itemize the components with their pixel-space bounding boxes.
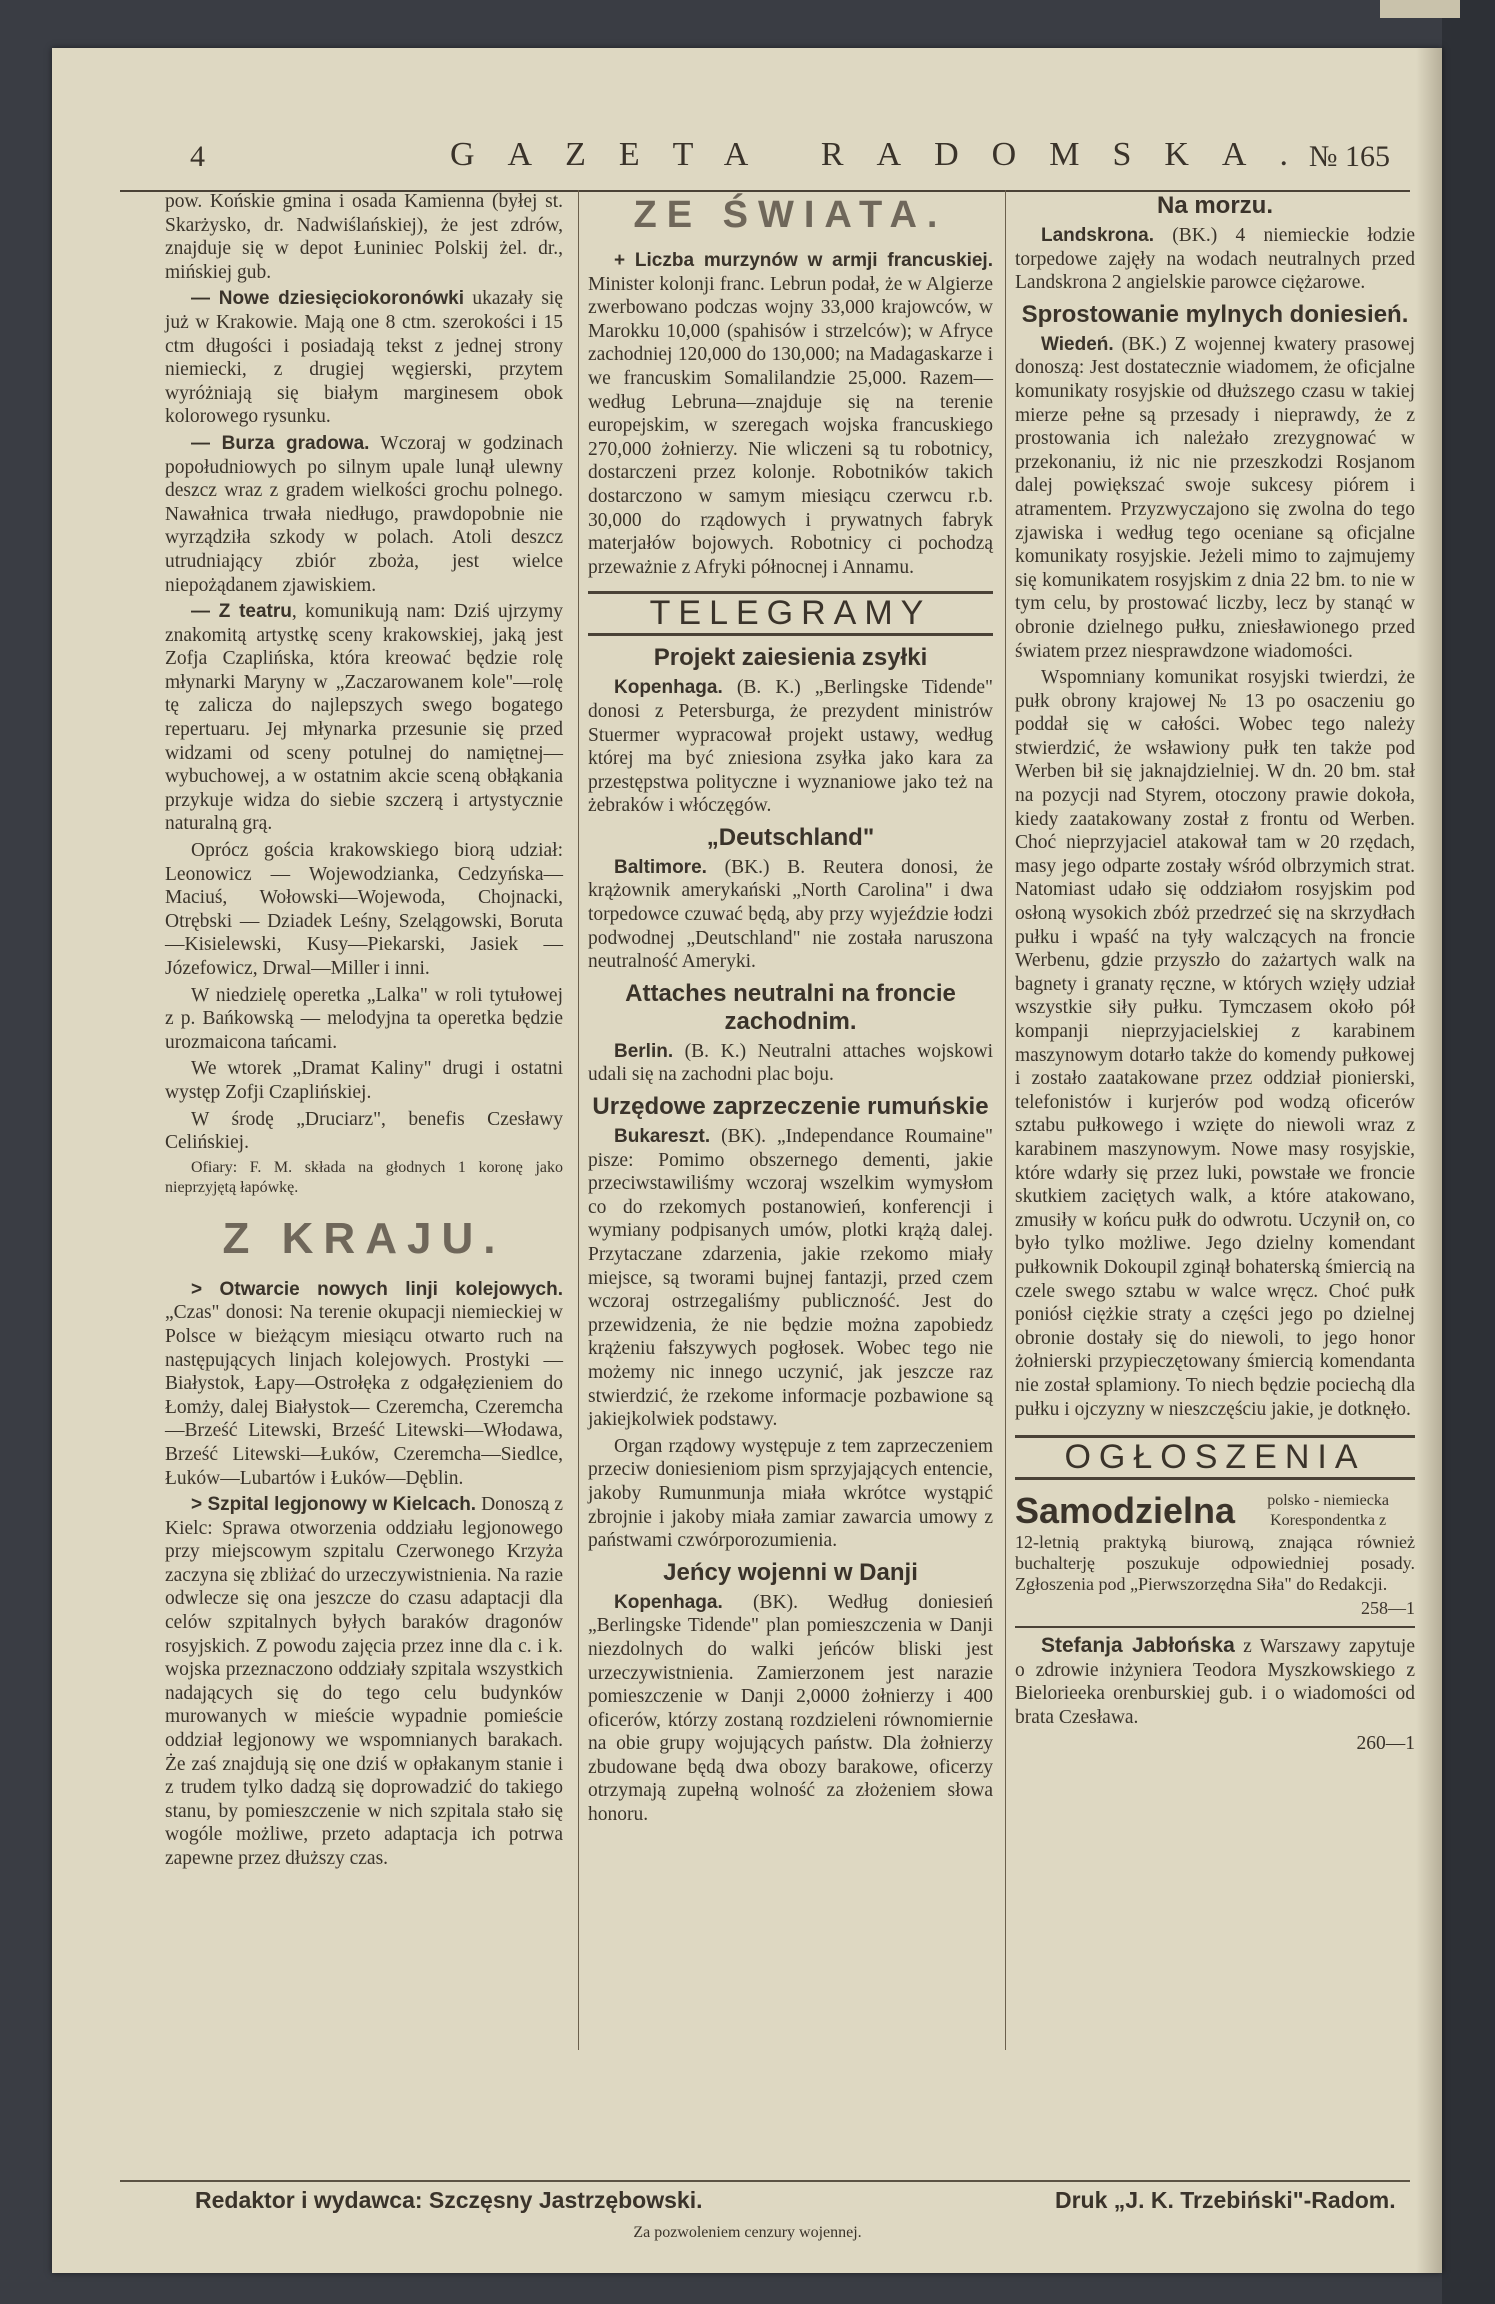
telegram-body: (BK.) B. Reutera donosi, że krążownik amerykański „North Carolina" i dwa torpedowce czuwać będą, aby przy wyjeździe łodzi podwodnej „Deutschland" nie została naruszona neutralność Ameryki. (588, 856, 993, 973)
issue-number: № 165 (1308, 140, 1390, 173)
news-body: ukazały się już w Krakowie. Mają one 8 ctm. szerokości i 15 ctm długości i posiadają tekst z jednej strony niemiecki, z drugiej węgierski, przytem wyróżniają się białym marginesem obok kolorowego rysunku. (165, 288, 564, 428)
telegram-item (588, 1040, 993, 1087)
news-item (165, 432, 563, 597)
telegram-body: (BK.) Z wojennej kwatery prasowej donoszą: Jest dostatecznie wiadomem, że oficjalne komunikaty rosyjskie od dłuższego czasu w takiej mierze pełne są przesady i nieprawdy, że z prostowania ich należało zrezygnować w przekonaniu, iż nic nie przeszkodzi Rosjanom dalej powiększać swoje sukcesy piórem i atramentem. Przyzwyczajono się zwolna do tego zjawiska i według tego oceniane są oficjalne komunikaty rosyjskie. Jeżeli mimo to zajmujemy się komunikatem rosyjskim z dnia 22 bm. to nie w tym celu, by prostować liczby, lecz by stanąć w obronie dzielnego pułku, zniesławionego przed światem przez niesprawdzone wiadomości. (1015, 333, 1415, 662)
article-headline: Sprostowanie mylnych doniesień. (1021, 300, 1409, 328)
telegram-item (1015, 224, 1415, 295)
telegram-dateline: Kopenhaga. (614, 1591, 723, 1613)
article-headline: Na morzu. (1156, 192, 1273, 219)
telegram-body: (BK). Według doniesień „Berlingske Tidende" plan pomieszczenia w Danji niezdolnych do walki jeńców bliski jest urzeczywistnienia. Zamierzonem jest narazie pomieszczenie w Danji 2,0000 żołnierzy i 400 oficerów, którzy zostaną rozdzieleni równomiernie na obie grupy wojujących państw. Dla żołnierzy zbudowane będą dwa obozy barakowe, oficerzy otrzymają zupełną wolność za złożeniem słowa honoru. (588, 1591, 993, 1826)
section-heading-ogloszenia: OGŁOSZENIA (1015, 1435, 1415, 1480)
telegram-headline: „Deutschland" (706, 823, 875, 851)
ad-code: 260—1 (1356, 1733, 1415, 1755)
telegram-dateline: Landskrona. (1041, 225, 1154, 246)
scan-background (1442, 0, 1495, 2304)
news-body: , komunikują nam: Dziś ujrzymy znakomitą artystkę sceny krakowskiej, jaką jest Zofja Czaplińska, która kreować będzie rolę młynarki Maryny w „Zaczarowanem kole"—rolę tę zalicza do najlepszych swego bogatego repertuaru. Jej młynarka przesunie się przed widzami od sceny potulnej do namiętnej—wybuchowej, a w ostatnim akcie sceną obłąkania przykuje widza do siebie szczerą i artystycznie naturalną grą. (165, 601, 563, 835)
news-keyword: — Z teatru (191, 601, 292, 623)
advertisement (1015, 1490, 1415, 1628)
ad-text: 12-letnią praktyką biurową, znająca również buchalterję poszukuje odpowiedniej posady. Zgłoszenia pod „Pierwszorzędna Siła" do Redakcji. (1015, 1532, 1415, 1595)
article-text: We wtorek „Dramat Kaliny" drugi i ostatni występ Zofji Czaplińskiej. (165, 1058, 563, 1103)
page-number: 4 (190, 140, 205, 173)
news-item (165, 287, 563, 429)
telegram-item (588, 1591, 993, 1827)
printer-credit: Druk „J. K. Trzebiński"-Radom. (1055, 2187, 1396, 2213)
news-item (165, 1493, 563, 1871)
telegram-item (588, 856, 993, 974)
section-heading-z-kraju: Z KRAJU. (222, 1213, 506, 1263)
news-body: „Czas" donosi: Na terenie okupacji niemieckiej w Polsce w bieżącym miesiącu otwarto ruch na następujących linjach kolejowych. Prostyki — Białystok, Łapy—Ostrołęka z odgałęzieniem do Łomży, dalej Białystok— Czeremcha, Czeremcha—Brześć Litewski, Brześć Litewski—Włodawa, Brześć Litewski—Łuków, Czeremcha—Siedlce, Łuków—Lubartów i Łuków—Dęblin. (165, 1302, 563, 1489)
news-keyword: > Otwarcie nowych linji kolejowych. (191, 1278, 563, 1300)
news-body: Donoszą z Kielc: Sprawa otworzenia oddziału legjonowego przy miejscowym szpitalu Czerwonego Krzyża zaczyna się zbliżać do urzeczywistnienia. Na razie odwlecze się ona jeszcze do czasu adaptacji dla celów szpitalnych byłych baraków dragonów rosyjskich. Z powodu zajęcia przez inne dla c. i k. wojska przeznaczono oddziały szpitala wszystkich nadających się do tego celu budynków murowanych w mieście wypadnie pomieście oddział legjonowy we wspomnianych barakach. Że zaś znajdują się one dziś w opłakanym stanie i z trudem tylko dadzą się doprowadzić do takiego stanu, by pomieszczenie w nich szpitala stało się wogóle możliwe, przeto adaptacja ich potrwa zapewne przez dłuższy czas. (165, 1494, 564, 1869)
paper-strip (1380, 0, 1460, 18)
telegram-headline: Jeńcy wojenni w Danji (663, 1558, 918, 1586)
telegram-dateline: Baltimore. (614, 856, 707, 878)
column-rule (1005, 190, 1006, 2050)
telegram-item (1015, 333, 1415, 663)
article-text: W niedzielę operetka „Lalka" w roli tytułowej z p. Bańkowską — melodyjna ta operetka będzie urozmaicona tańcami. (165, 984, 563, 1053)
ad-text-block (1015, 1634, 1415, 1729)
column-rule (578, 190, 579, 2050)
article-text: Wspomniany komunikat rosyjski twierdzi, że pułk obrony krajowej № 13 po osaczeniu go poddał się w całości. Wobec tego należy stwierdzić, że wsławiony pułk ten także pod Werben bił się jaknajdzielniej. W dn. 20 bm. stał na pozycji nad Styrem, otoczony prawie dokoła, kiedy zaatakowany został z frontu od Werben. Choć nieprzyjaciel atakował tam w 20 rzędach, masy jego odparte zostały wśród olbrzymich strat. Natomiast udało się oddziałom rosyjskim pod osłoną wysokich zbóż przedrzeć się na skrzydłach pułku i wpaść na tyły walczących na froncie Werbenu, gdzie przyszło do zażartych walk na bagnety i granaty ręczne, w których wzięły udział wszystkie siły pułku. Tymczasem około pół kompanji nieprzyjacielskiej z karabinem maszynowym dotarło także do komendy pułkowej i zostało zaatakowane przez oddział pionierski, telefonistów i kurjerów pod wodzą oficerów sztabu pułkowego i wzięte do niewoli wraz z karabinem maszynowym. Nowe masy rosyjskie, które wdarły się przez luki, powstałe we froncie skutkiem zaciętych walk, a które atakowano, zmusiły w końcu pułk do odwrotu. Uczynił on, co było tylko możliwe. Jego dzielny komendant pułkownik Dokoupil zginął bohaterską śmiercią na czele swego sztabu w walce wręcz. Choć pułk poniósł ciężkie straty a części jego po dzielnej obronie dostały się do niewoli, to jego honor żołnierski przypieczętowany śmiercią komendanta nie został splamiony. To niech będzie pociechą dla pułku i ojczyzny w nieszczęściu jakie, je dotknęło. (1015, 667, 1415, 1420)
telegram-dateline: Wiedeń. (1041, 333, 1114, 355)
article-text: pow. Końskie gmina i osada Kamienna (byłej st. Skarżysko, dr. Nadwiślańskiej), że jest zdrów, znajduje się w depot Łuniniec Polskij żel. dr., mińskiej gub. (165, 191, 563, 283)
column-right (1015, 190, 1415, 1759)
ad-subtitle: polsko - niemiecka Korespondentka z (1267, 1492, 1389, 1530)
telegram-body: (B. K.) Neutralni attaches wojskowi udali się na zachodni plac boju. (588, 1040, 993, 1086)
editor-credit: Redaktor i wydawca: Szczęsny Jastrzębowski. (195, 2187, 703, 2213)
telegram-headline: Urzędowe zaprzeczenie rumuńskie (592, 1093, 989, 1121)
telegram-item (588, 1125, 993, 1432)
article-text: Oprócz gościa krakowskiego biorą udział: Leonowicz — Wojewodzianka, Cedzyńska—Maciuś, Wołowski—Wojewoda, Chojnacki, Otrębski — Dziadek Leśny, Szelągowski, Boruta—Kisielewski, Kusy—Piekarski, Jasiek — Józefowicz, Drwal—Miller i inni. (165, 840, 563, 979)
donation-note: Ofiary: F. M. składa na głodnych 1 koronę jako nieprzyjętą łapówkę. (165, 1158, 563, 1196)
advertisement (1015, 1628, 1415, 1756)
news-keyword: — Nowe dziesięciokoronówki (191, 288, 465, 310)
news-keyword: — Burza gradowa. (191, 432, 370, 454)
ad-name: Stefanja Jabłońska (1041, 1634, 1235, 1658)
section-heading-telegramy: TELEGRAMY (588, 591, 993, 636)
newspaper-title: GAZETA RADOMSKA. (450, 136, 1321, 173)
ad-headline: Samodzielna (1015, 1490, 1236, 1532)
telegram-item (588, 676, 993, 818)
column-middle (588, 190, 993, 1830)
telegram-dateline: Berlin. (614, 1040, 674, 1062)
telegram-body: (BK.) 4 niemieckie łodzie torpedowe zajęły na wodach neutralnych przed Landskrona 2 angielskie parowce ciężarowe. (1015, 225, 1415, 294)
news-body: Minister kolonji franc. Lebrun podał, że w Algierze zwerbowano podczas wojny 33,000 krajowców, w Marokku 10,000 (spahisów i strzelców); w Afryce zachodniej 120,000 do 130,000; na Madagaskarze i we francuskim Somalilandzie 25,000. Razem—według Lebruna—znajduje się na terenie europejskim, w szeregach wojska francuskiego 270,000 żołnierzy. Nie wliczeni są tu robotnicy, dostarczeni przez kolonje. Robotników takich dostarczono w samym miesiącu czerwcu r.b. 30,000 do rządowych i prywatnych fabryk materjałów bojowych. Robotnicy ci pochodzą przeważnie z Afryki północnej i Annamu. (588, 273, 993, 578)
page-header (120, 130, 1410, 192)
telegram-headline: Projekt zaiesienia zsyłki (653, 644, 928, 672)
news-item (165, 1278, 563, 1490)
news-item (165, 600, 563, 836)
censorship-note: Za pozwoleniem cenzury wojennej. (633, 2224, 862, 2241)
ad-code: 258—1 (1361, 1598, 1415, 1619)
news-keyword: + Liczba murzynów w armji francuskiej. (614, 250, 993, 271)
article-text: Organ rządowy występuje z tem zaprzeczeniem przeciw doniesieniom pism sprzyjających entencie, jakoby Rumunmunja miała wkrótce wystąpić zbrojnie i jakoby miała zamiar zawarcia umowy z państwami czwórporozumienia. (588, 1435, 993, 1552)
telegram-headline: Attaches neutralni na froncie zachodnim. (625, 979, 956, 1035)
telegram-body: (B. K.) „Berlingske Tidende" donosi z Petersburga, że prezydent ministrów Stuermer wypracował projekt ustawy, według której ma być zniesiona zsyłka jako kara za przestępstwa polityczne i wyznaniowe jako też na żebraków i włóczęgów. (588, 677, 993, 817)
telegram-body: (BK). „Independance Roumaine" pisze: Pomimo obszernego dementi, jakie przeciwstawiliśmy wczoraj wszelkim wymysłom co do rzekomych postanowień, konferencji i wymiany podpisanych umów, plotki krążą dalej. Przytaczane zdarzenia, jakie rzekomo miały miejsce, są tworami bujnej fantazji, przed czem wczoraj ostrzegaliśmy publiczność. Jest do przewidzenia, że nie będzie można zapobiedz krążeniu fałszywych pogłosek. Wobec tego nie możemy nic innego uczynić, jak jeszcze raz stwierdzić, że rzekome informacje pozbawione są jakiejkolwiek podstawy. (588, 1126, 993, 1431)
section-heading-ze-swiata: ZE ŚWIATA. (633, 194, 948, 236)
news-body: Wczoraj w godzinach popołudniowych po silnym upale lunął ulewny deszcz wraz z gradem wielkości grochu polnego. Nawałnica trwała niedługo, prawdopobnie nie wyrządziła szkody w polach. Atoli deszcz utrudniający zbiór zboża, jest wielce niepożądanem zjawiskiem. (165, 432, 563, 596)
telegram-dateline: Bukareszt. (614, 1126, 711, 1148)
news-item (588, 249, 993, 579)
column-left (165, 190, 563, 1874)
footer-rule (120, 2180, 1410, 2182)
news-keyword: > Szpital legjonowy w Kielcach. (191, 1494, 477, 1516)
telegram-dateline: Kopenhaga. (614, 677, 723, 699)
article-text: W środę „Druciarz", benefis Czesławy Celińskiej. (165, 1108, 563, 1154)
ad-text: z Warszawy zapytuje o zdrowie inżyniera Teodora Myszkowskiego z Bielorieeka orenburskiej gub. i o wiadomości od brata Czesława. (1015, 1636, 1416, 1728)
